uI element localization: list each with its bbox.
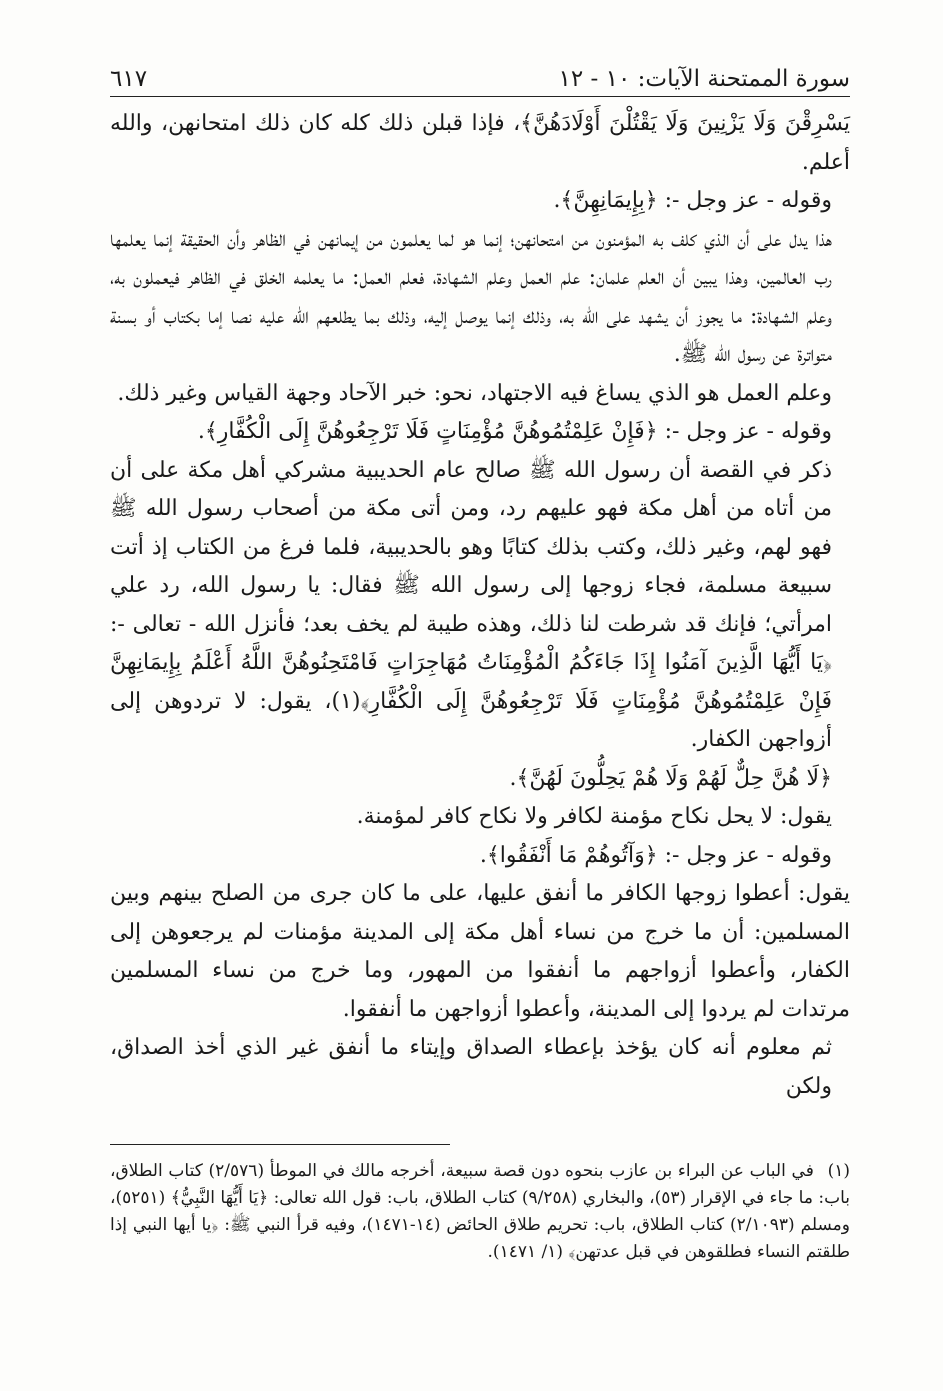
- book-page: [110, 52, 850, 1262]
- running-title: سورة الممتحنة الآيات: ١٠ - ١٢: [558, 66, 850, 92]
- paragraph: وقوله - عز وجل -: ﴿فَإِنْ عَلِمْتُمُوهُنَّ مُؤْمِنَاتٍ فَلَا تَرْجِعُوهُنَّ إِلَى الْكُفَّارِ﴾.: [197, 419, 832, 444]
- page-header: [110, 52, 850, 97]
- paragraph: ثم معلوم أنه كان يؤخذ بإعطاء الصداق وإيتاء ما أنفق غير الذي أخذ الصداق، ولكن: [110, 1035, 832, 1099]
- paragraph: هذا يدل على أن الذي كلف به المؤمنون من امتحانهن؛ إنما هو لما يعلمون من إيمانهن في الظاهر وأن الحقيقة إنما يعلمها رب العالمين، وهذا يبين أن العلم علمان: علم العمل وعلم الشهادة، فعلم العمل: ما يعلمه الخلق في الظاهر فيعملون به، وعلم الشهادة: ما يجوز أن يشهد على الله به، وذلك إنما يوصل إليه، وذلك بما يطلعهم الله عليه نصا إما بكتاب أو بسنة متواترة عن رسول الله ﷺ.: [110, 226, 832, 367]
- footnote-separator: [110, 1144, 450, 1145]
- paragraph: وقوله - عز وجل -: ﴿بِإِيمَانِهِنَّ﴾.: [553, 188, 832, 213]
- paragraph: ذكر في القصة أن رسول الله ﷺ صالح عام الحديبية مشركي أهل مكة على أن من أتاه من أهل مكة فهو عليهم رد، ومن أتى مكة من أصحاب رسول الله ﷺ فهو لهم، وغير ذلك، وكتب بذلك كتابًا وهو بالحديبية، فلما فرغ من الكتاب إذ أتت سبيعة مسلمة، فجاء زوجها إلى رسول الله ﷺ فقال: يا رسول الله، رد علي امرأتي؛ فإنك قد شرطت لنا ذلك، وهذه طيبة لم يخف بعد؛ فأنزل الله - تعالى -: ﴿يَا أَيُّهَا الَّذِينَ آمَنُوا إِذَا جَاءَكُمُ الْمُؤْمِنَاتُ مُهَاجِرَاتٍ فَامْتَحِنُوهُنَّ اللَّهُ أَعْلَمُ بِإِيمَانِهِنَّ فَإِنْ عَلِمْتُمُوهُنَّ مُؤْمِنَاتٍ فَلَا تَرْجِعُوهُنَّ إِلَى الْكُفَّارِ﴾(١)، يقول: لا تردوهن إلى أزواجهن الكفار.: [110, 457, 832, 752]
- paragraph: وعلم العمل هو الذي يساغ فيه الاجتهاد، نحو: خبر الآحاد وجهة القياس وغير ذلك.: [117, 380, 832, 406]
- footnote-text: في الباب عن البراء بن عازب بنحوه دون قصة سبيعة، أخرجه مالك في الموطأ (٢/٥٧٦) كتاب الطلاق، باب: ما جاء في الإقرار (٥٣)، والبخاري (٩/٢٥٨) كتاب الطلاق، باب: قول الله تعالى: ﴿يَا أَيُّهَا النَّبِيُّ﴾ (٥٢٥١)، ومسلم (٢/١٠٩٣) كتاب الطلاق، باب: تحريم طلاق الحائض (١٤-١٤٧١)، وفيه قرأ النبي ﷺ: ﴿يا أيها النبي إذا طلقتم النساء فطلقوهن في قبل عدتهن﴾ (١/ ١٤٧١).: [110, 1161, 850, 1262]
- footnotes: [110, 1158, 850, 1266]
- paragraph: يقول: لا يحل نكاح مؤمنة لكافر ولا نكاح كافر لمؤمنة.: [356, 804, 832, 829]
- paragraph: ﴿لَا هُنَّ حِلٌّ لَهُمْ وَلَا هُمْ يَحِلُّونَ لَهُنَّ﴾.: [509, 765, 832, 791]
- main-text: [110, 105, 850, 1106]
- page-number: ٦١٧: [110, 66, 148, 92]
- paragraph: وقوله - عز وجل -: ﴿وَآتُوهُمْ مَا أَنْفَقُوا﴾.: [479, 842, 832, 868]
- paragraph: يَسْرِقْنَ وَلَا يَزْنِينَ وَلَا يَقْتُلْنَ أَوْلَادَهُنَّ﴾، فإذا قبلن ذلك كله كان ذلك امتحانهن، والله أعلم.: [110, 111, 850, 175]
- footnote: [110, 1158, 850, 1266]
- paragraph: يقول: أعطوا زوجها الكافر ما أنفق عليها، على ما كان جرى من الصلح بينهم وبين المسلمين: أن ما خرج من نساء أهل مكة إلى المدينة مؤمنات لم يرجعوهن إلى الكفار، وأعطوا أزواجهم ما أنفقوا من المهور، وما خرج من نساء المسلمين مرتدات لم يردوا إلى المدينة، وأعطوا أزواجهن ما أنفقوا.: [110, 881, 850, 1022]
- footnote-number: (١): [827, 1161, 850, 1181]
